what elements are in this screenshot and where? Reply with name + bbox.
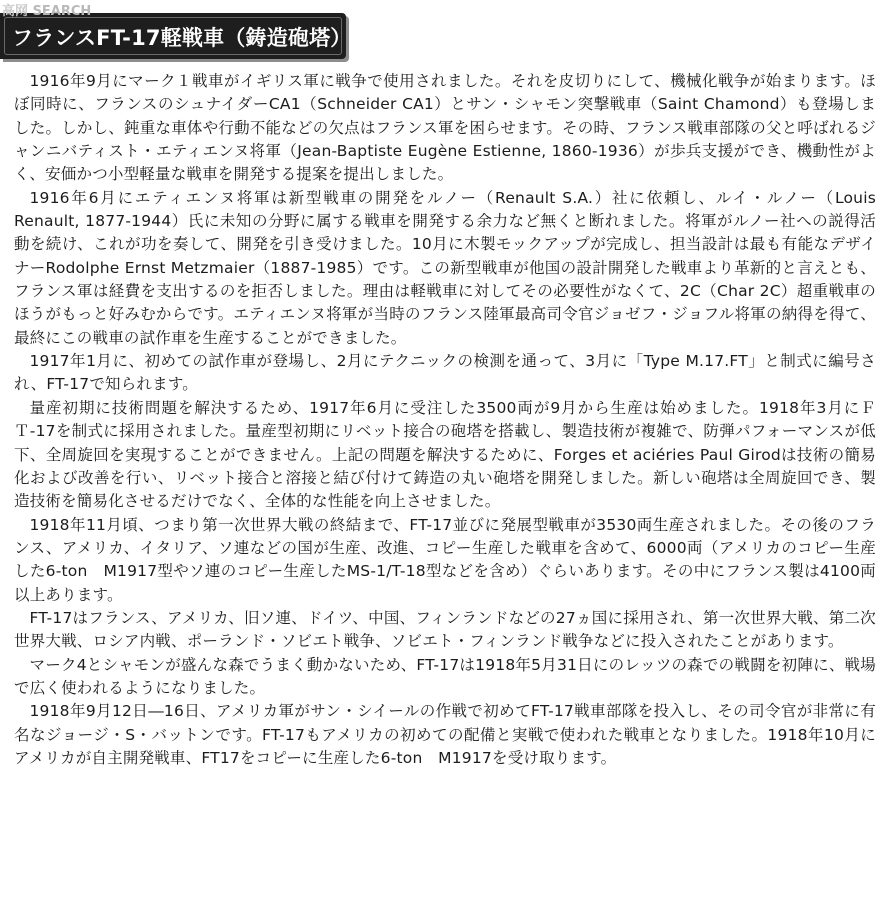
paragraph-7: マーク4とシャモンが盛んな森でうまく動かないため、FT-17は1918年5月31日にのレッツの森での戦闘を初陣に、戦場で広く使われるようになりました。	[14, 655, 876, 697]
paragraph-5: 1918年11月頃、つまり第一次世界大戦の終結まで、FT-17並びに発展型戦車が3530両生産されました。その後のフランス、アメリカ、イタリア、ソ連などの国が生産、改進、コピー生産した戦車を含めて、6000両（アメリカのコピー生産した6-ton M1917型やソ連のコピー生産したMS-1/T-18型などを含め）ぐらいあります。その中にフランス製は4100両以上あります。	[14, 515, 876, 604]
title-banner	[0, 13, 352, 59]
watermark	[2, 0, 91, 19]
paragraph-3: 1917年1月に、初めての試作車が登場し、2月にテクニックの検測を通って、3月に「Type M.17.FT」と制式に編号され、FT-17で知られます。	[14, 352, 876, 394]
paragraph-2: 1916年6月にエティエンヌ将軍は新型戦車の開発をルノー（Renault S.A.）社に依頼し、ルイ・ルノー（Louis Renault, 1877-1944）氏に未知の分野に属する戦車を開発する余力など無くと断れました。将軍がルノー社への説得活動を続け、これが功を奏して、開発を引き受けました。10月に木製モックアップが完成し、担当設計は最も有能なデザイナーRodolphe Ernst Metzmaier（1887-1985）です。この新型戦車が他国の設計開発した戦車より革新的と言えとも、フランス軍は経費を支出するのを拒否しました。理由は軽戦車に対してその必要性がなくて、2C（Char 2C）超重戦車のほうがもっと好みむからです。エティエンヌ将軍が当時のフランス陸軍最高司令官ジョゼフ・ジョフル将軍の納得を得て、最終にこの戦車の試作車を生産することができました。	[14, 188, 876, 347]
watermark-part-c: SEARCH	[32, 4, 92, 19]
article-body	[14, 70, 876, 770]
paragraph-4: 量産初期に技術問題を解決するため、1917年6月に受注した3500両が9月から生産は始めました。1918年3月にＦＴ-17を制式に採用されました。量産型初期にリベット接合の砲塔を搭載し、製造技術が複雑で、防弾パフォーマンスが低下、全周旋回を実現することができません。上記の問題を解決するために、Forges et aciéries Paul Girodは技術の簡易化および改善を行い、リベット接合と溶接と結び付けて鋳造の丸い砲塔を開発しました。新しい砲塔は全周旋回でき、製造技術を簡易化させるだけでなく、全体的な性能を向上させました。	[14, 398, 876, 511]
paragraph-8: 1918年9月12日―16日、アメリカ軍がサン・シイールの作戦で初めてFT-17戦車部隊を投入し、その司令官が非常に有名なジョージ・S・バットンです。FT-17もアメリカの初めての配備と実戦で使われた戦車となりました。1918年10月にアメリカが自主開発戦車、FT17をコピーに生産した6-ton M1917を受け取ります。	[14, 702, 876, 767]
watermark-part-a: 高	[2, 4, 16, 19]
page-title: フランスFT-17軽戦車（鋳造砲塔）	[12, 26, 352, 50]
paragraph-1: 1916年9月にマーク１戦車がイギリス軍に戦争で使用されました。それを皮切りにして、機械化戦争が始まります。ほぼ同時に、フランスのシュナイダーCA1（Schneider CA1）とサン・シャモン突撃戦車（Saint Chamond）も登場しました。しかし、鈍重な車体や行動不能などの欠点はフランス軍を困らせます。その時、フランス戦車部隊の父と呼ばれるジャンニバティスト・エティエンヌ将軍（Jean-Baptiste Eugène Estienne, 1860-1936）が歩兵支援ができ、機動性がよく、安価かつ小型軽量な戦車を開発する提案を提出しました。	[14, 72, 876, 184]
watermark-part-b: 网	[15, 4, 29, 19]
paragraph-6: FT-17はフランス、アメリカ、旧ソ連、ドイツ、中国、フィンランドなどの27ヵ国に採用され、第一次世界大戦、第二次世界大戦、ロシア内戦、ポーランド・ソビエト戦争、ソビエト・フィンランド戦争などに投入されたことがあります。	[14, 608, 876, 651]
